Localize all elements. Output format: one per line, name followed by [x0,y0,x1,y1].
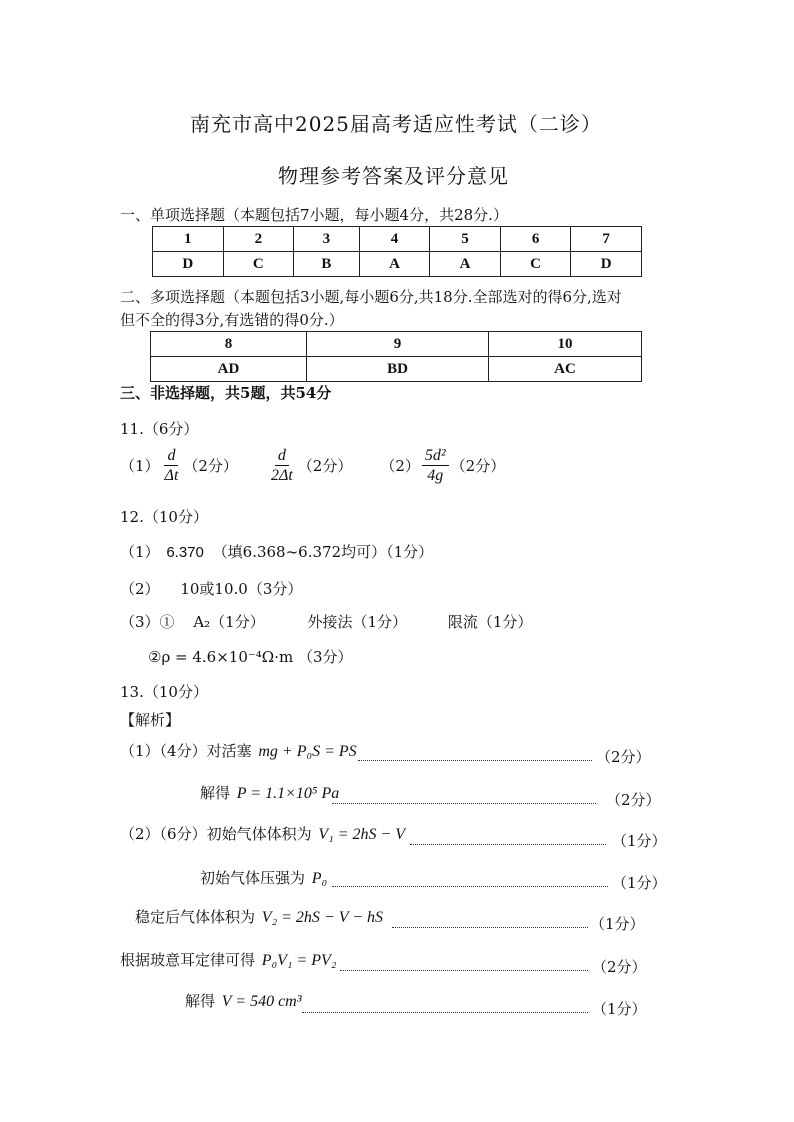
table-cell: AD [151,357,307,382]
part-index: （2） [380,457,420,475]
numerator: d [164,446,178,466]
table-cell: 2 [223,227,294,252]
line-lead: 稳定后气体体积为 [135,908,256,926]
solution-line [120,823,405,844]
solution-line [185,990,302,1011]
table-cell: 6 [500,227,571,252]
table-cell: BD [307,357,489,382]
part-index: （2） [120,580,160,598]
answer-value: 10或10.0（3分） [180,580,303,598]
table-cell: C [223,252,294,277]
fraction [268,446,296,485]
table-cell: C [500,252,571,277]
section2-heading-cont: 但不全的得3分,有选错的得0分.） [120,311,344,329]
answer-value: 外接法（1分） [307,613,408,631]
page-subtitle: 物理参考答案及评分意见 [278,164,509,188]
line-lead: 根据玻意耳定律可得 [120,951,256,969]
line-lead: （2）（6分）初始气体体积为 [120,825,312,843]
line-lead: 解得 [185,992,216,1010]
equation: mg + P₀S = PS [258,743,357,760]
solution-line [200,782,339,803]
leader-dots [392,927,588,928]
score: （2分） [450,457,506,475]
line-lead: 解得 [200,784,231,802]
leader-dots [340,970,588,971]
table-cell: D [153,252,224,277]
equation: P₀V₁ = PV₂ [261,952,337,969]
q12-line1 [120,541,433,562]
denominator: Δt [164,467,179,484]
equation: V₁ = 2hS − V [318,826,406,843]
single-choice-table [152,226,642,277]
score: （2分） [183,457,238,475]
table-cell: A [430,252,501,277]
multi-choice-table [150,331,642,382]
analysis-heading: 【解析】 [120,711,181,729]
part-index: （1） [120,543,160,561]
table-cell: 8 [151,332,307,357]
numerator: d [275,446,289,466]
leader-dots [410,844,606,845]
score: （1分） [590,915,645,933]
section3-heading: 三、非选择题，共5题，共54分 [120,384,332,402]
q12-line3 [120,611,532,632]
solution-line [135,906,383,927]
leader-dots [302,1012,588,1013]
answer-note: （填6.368~6.372均可）（1分） [212,543,434,561]
table-cell: 4 [359,227,430,252]
equation: P₀ [311,870,328,887]
score: （2分） [297,457,353,475]
answer-value: 6.370 [166,544,204,561]
section1-heading: 一、单项选择题（本题包括7小题，每小题4分，共28分.） [120,206,508,224]
score: （1分） [612,832,667,850]
solution-line [120,740,357,761]
table-cell: AC [489,357,642,382]
table-cell: 1 [153,227,224,252]
fraction [162,446,182,485]
q11-line [120,446,505,485]
section2-heading: 二、多项选择题（本题包括3小题,每小题6分,共18分.全部选对的得6分,选对 [120,288,622,306]
q12-label: 12.（10分） [120,508,208,526]
equation: V₂ = 2hS − V − hS [261,909,384,926]
answer-value: 限流（1分） [447,613,533,631]
numerator: 5d² [422,446,449,466]
part-index: （3）① [120,613,175,631]
table-cell: D [571,252,642,277]
score: （2分） [606,791,661,809]
leader-dots [332,886,608,887]
page-title: 南充市高中2025届高考适应性考试（二诊） [190,112,602,136]
q11-label: 11.（6分） [120,420,199,438]
q12-line4: ②ρ = 4.6×10⁻⁴Ω·m （3分） [148,648,353,666]
part-index: （1） [120,457,160,475]
solution-line [120,949,336,970]
table-row [151,332,642,357]
line-lead: 初始气体压强为 [200,869,306,887]
score: （2分） [592,958,647,976]
table-cell: 10 [489,332,642,357]
score: （1分） [612,874,667,892]
table-cell: 3 [294,227,360,252]
line-lead: （1）（4分）对活塞 [120,742,252,760]
solution-line [200,867,327,888]
denominator: 2Δt [270,467,293,484]
leader-dots [358,760,592,761]
table-cell: 9 [307,332,489,357]
table-cell: A [359,252,430,277]
leader-dots [332,803,596,804]
equation: P = 1.1×10⁵ Pa [236,785,340,802]
table-cell: 7 [571,227,642,252]
equation: V = 540 cm³ [221,993,302,1010]
denominator: 4g [427,467,444,484]
table-row [153,227,642,252]
q13-label: 13.（10分） [120,683,208,701]
table-cell: 5 [430,227,501,252]
answer-value: A₂（1分） [193,613,265,631]
table-row [153,252,642,277]
score: （2分） [596,748,651,766]
table-row [151,357,642,382]
q12-line2 [120,578,302,599]
fraction [422,446,449,485]
table-cell: B [294,252,360,277]
score: （1分） [592,1000,647,1018]
